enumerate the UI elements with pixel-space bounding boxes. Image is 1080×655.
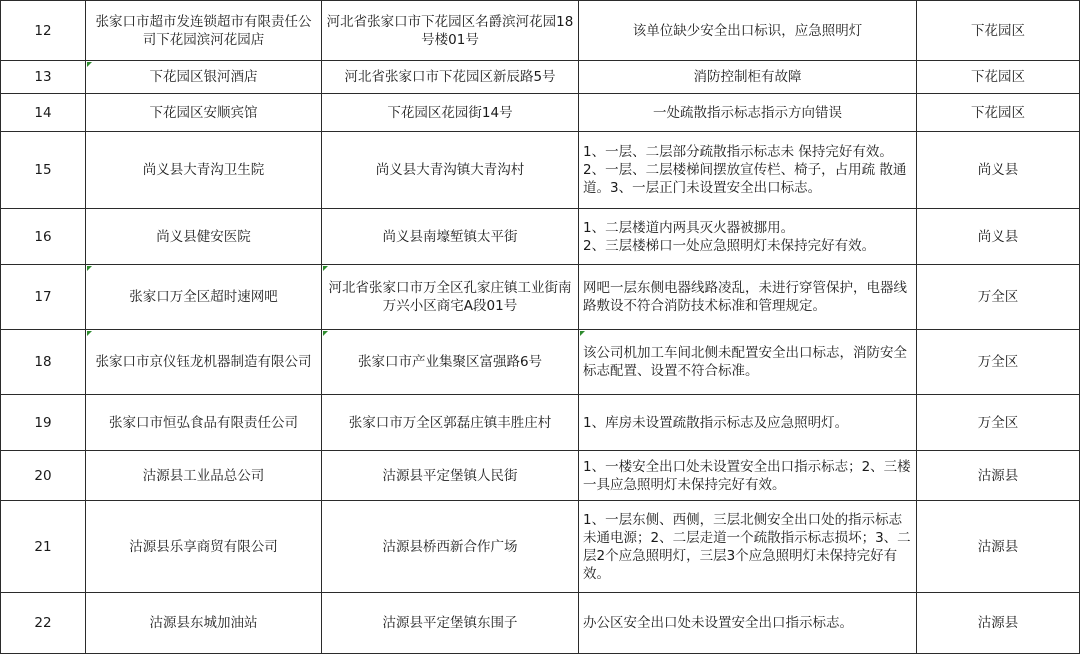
unit-name: 下花园区安顺宾馆 xyxy=(86,94,322,132)
unit-name: 张家口市超市发连锁超市有限责任公司下花园滨河花园店 xyxy=(86,1,322,61)
unit-address: 沽源县桥西新合作广场 xyxy=(322,501,579,593)
issue-description: 消防控制柜有故障 xyxy=(579,61,917,94)
table-row xyxy=(1,1,1080,61)
unit-name: 沽源县乐享商贸有限公司 xyxy=(86,501,322,593)
unit-address: 尚义县南壕堑镇太平街 xyxy=(322,209,579,265)
row-number: 14 xyxy=(1,94,86,132)
row-number: 20 xyxy=(1,451,86,501)
district: 尚义县 xyxy=(917,132,1080,209)
unit-address: 张家口市万全区郭磊庄镇丰胜庄村 xyxy=(322,395,579,451)
district: 万全区 xyxy=(917,265,1080,330)
unit-name: 沽源县工业品总公司 xyxy=(86,451,322,501)
unit-name: 张家口万全区超时速网吧 xyxy=(86,265,322,330)
district: 尚义县 xyxy=(917,209,1080,265)
issue-description: 1、二层楼道内两具灭火器被挪用。 2、三层楼梯口一处应急照明灯未保持完好有效。 xyxy=(579,209,917,265)
unit-address: 尚义县大青沟镇大青沟村 xyxy=(322,132,579,209)
issue-description: 该公司机加工车间北侧未配置安全出口标志，消防安全标志配置、设置不符合标准。 xyxy=(579,330,917,395)
table-row xyxy=(1,395,1080,451)
table-row xyxy=(1,451,1080,501)
row-number: 17 xyxy=(1,265,86,330)
district: 下花园区 xyxy=(917,94,1080,132)
row-number: 22 xyxy=(1,593,86,654)
row-number: 16 xyxy=(1,209,86,265)
unit-name: 沽源县东城加油站 xyxy=(86,593,322,654)
table-row xyxy=(1,94,1080,132)
row-number: 15 xyxy=(1,132,86,209)
district: 沽源县 xyxy=(917,501,1080,593)
district: 万全区 xyxy=(917,395,1080,451)
unit-address: 河北省张家口市万全区孔家庄镇工业街南万兴小区商宅A段01号 xyxy=(322,265,579,330)
unit-address: 沽源县平定堡镇东围子 xyxy=(322,593,579,654)
row-number: 19 xyxy=(1,395,86,451)
unit-name: 尚义县大青沟卫生院 xyxy=(86,132,322,209)
unit-address: 下花园区花园街14号 xyxy=(322,94,579,132)
district: 下花园区 xyxy=(917,61,1080,94)
district: 沽源县 xyxy=(917,593,1080,654)
issue-description: 该单位缺少安全出口标识，应急照明灯 xyxy=(579,1,917,61)
row-number: 13 xyxy=(1,61,86,94)
unit-name: 尚义县健安医院 xyxy=(86,209,322,265)
district: 沽源县 xyxy=(917,451,1080,501)
issue-description: 1、一层东侧、西侧，三层北侧安全出口处的指示标志未通电源；2、二层走道一个疏散指示标志损坏；3、二层2个应急照明灯，三层3个应急照明灯未保持完好有效。 xyxy=(579,501,917,593)
unit-name: 张家口市京仪钰龙机器制造有限公司 xyxy=(86,330,322,395)
unit-name: 下花园区银河酒店 xyxy=(86,61,322,94)
unit-address: 河北省张家口市下花园区名爵滨河花园18号楼01号 xyxy=(322,1,579,61)
row-number: 18 xyxy=(1,330,86,395)
unit-address: 张家口市产业集聚区富强路6号 xyxy=(322,330,579,395)
issue-description: 1、一层、二层部分疏散指示标志未 保持完好有效。2、一层、二层楼梯间摆放宣传栏、椅子，占用疏 散通道。3、一层正门未设置安全出口标志。 xyxy=(579,132,917,209)
issue-description: 一处疏散指示标志指示方向错误 xyxy=(579,94,917,132)
district: 下花园区 xyxy=(917,1,1080,61)
row-number: 12 xyxy=(1,1,86,61)
row-number: 21 xyxy=(1,501,86,593)
unit-address: 沽源县平定堡镇人民街 xyxy=(322,451,579,501)
unit-address: 河北省张家口市下花园区新辰路5号 xyxy=(322,61,579,94)
issue-description: 1、库房未设置疏散指示标志及应急照明灯。 xyxy=(579,395,917,451)
issue-description: 1、一楼安全出口处未设置安全出口指示标志；2、三楼一具应急照明灯未保持完好有效。 xyxy=(579,451,917,501)
table-row xyxy=(1,132,1080,209)
table-row xyxy=(1,593,1080,654)
table-row xyxy=(1,330,1080,395)
issue-description: 网吧一层东侧电器线路凌乱，未进行穿管保护，电器线路敷设不符合消防技术标准和管理规定。 xyxy=(579,265,917,330)
issue-description: 办公区安全出口处未设置安全出口指示标志。 xyxy=(579,593,917,654)
unit-name: 张家口市恒弘食品有限责任公司 xyxy=(86,395,322,451)
district: 万全区 xyxy=(917,330,1080,395)
table-row xyxy=(1,265,1080,330)
table-row xyxy=(1,209,1080,265)
table-row xyxy=(1,61,1080,94)
table-row xyxy=(1,501,1080,593)
